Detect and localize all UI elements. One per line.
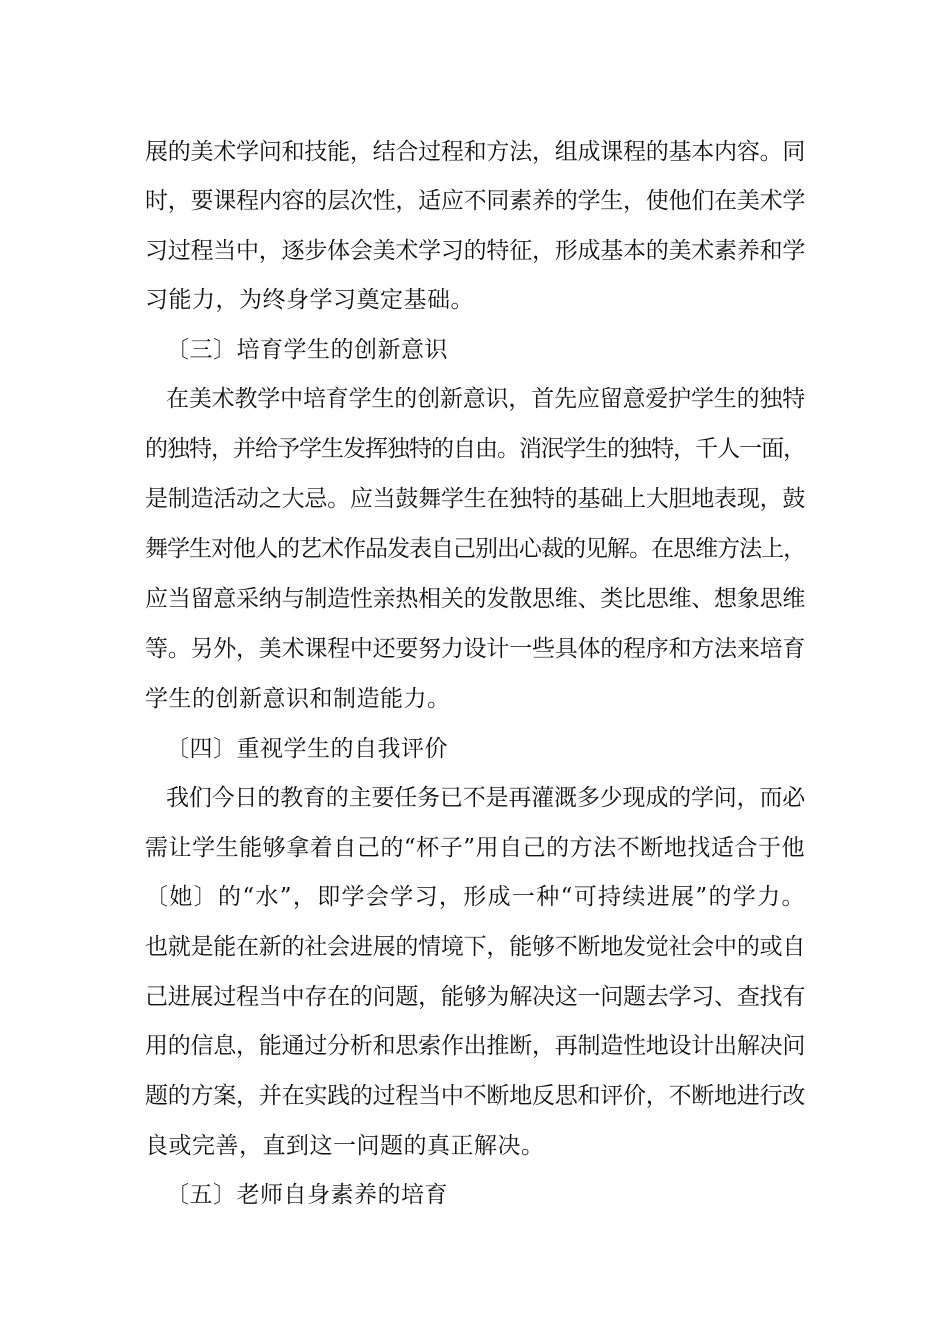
body-text-line: 舞学生对他人的艺术作品发表自己别出心裁的见解。在思维方法上，	[145, 536, 805, 562]
body-text-line: 习过程当中，逐步体会美术学习的特征，形成基本的美术素养和学	[145, 238, 805, 264]
body-text-line: 的独特，并给予学生发挥独特的自由。消泯学生的独特，千人一面，	[145, 436, 805, 462]
body-text-line: 良或完善，直到这一问题的真正解决。	[145, 1133, 545, 1159]
body-text-line: 等。另外，美术课程中还要努力设计一些具体的程序和方法来培育	[145, 636, 805, 662]
section-heading: 〔三〕培育学生的创新意识	[166, 337, 448, 363]
body-text-line: 是制造活动之大忌。应当鼓舞学生在独特的基础上大胆地表现，鼓	[145, 486, 805, 512]
body-text-line: 需让学生能够拿着自己的“杯子”用自己的方法不断地找适合于他	[145, 835, 805, 861]
body-text-line: 题的方案，并在实践的过程当中不断地反思和评价，不断地进行改	[145, 1083, 805, 1109]
body-text-line: 用的信息，能通过分析和思索作出推断，再制造性地设计出解决问	[145, 1033, 805, 1059]
body-text-line: 应当留意采纳与制造性亲热相关的发散思维、类比思维、想象思维	[145, 586, 805, 612]
section-heading: 〔五〕老师自身素养的培育	[166, 1182, 448, 1208]
body-text-line: 学生的创新意识和制造能力。	[145, 686, 451, 712]
paragraph-first-line: 在美术教学中培育学生的创新意识，首先应留意爱护学生的独特	[166, 386, 805, 412]
body-text-line: 己进展过程当中存在的问题，能够为解决这一问题去学习、查找有	[145, 984, 805, 1010]
body-text-line: 展的美术学问和技能，结合过程和方法，组成课程的基本内容。同	[145, 139, 805, 165]
paragraph-first-line: 我们今日的教育的主要任务已不是再灌溉多少现成的学问，而必	[166, 785, 805, 811]
section-heading: 〔四〕重视学生的自我评价	[166, 736, 448, 762]
body-text-line: 时，要课程内容的层次性，适应不同素养的学生，使他们在美术学	[145, 188, 805, 214]
body-text-line: 习能力，为终身学习奠定基础。	[145, 287, 474, 313]
body-text-line: 〔她〕的“水”，即学会学习，形成一种“可持续进展”的学力。	[145, 884, 805, 910]
body-text-line: 也就是能在新的社会进展的情境下，能够不断地发觉社会中的或自	[145, 934, 805, 960]
